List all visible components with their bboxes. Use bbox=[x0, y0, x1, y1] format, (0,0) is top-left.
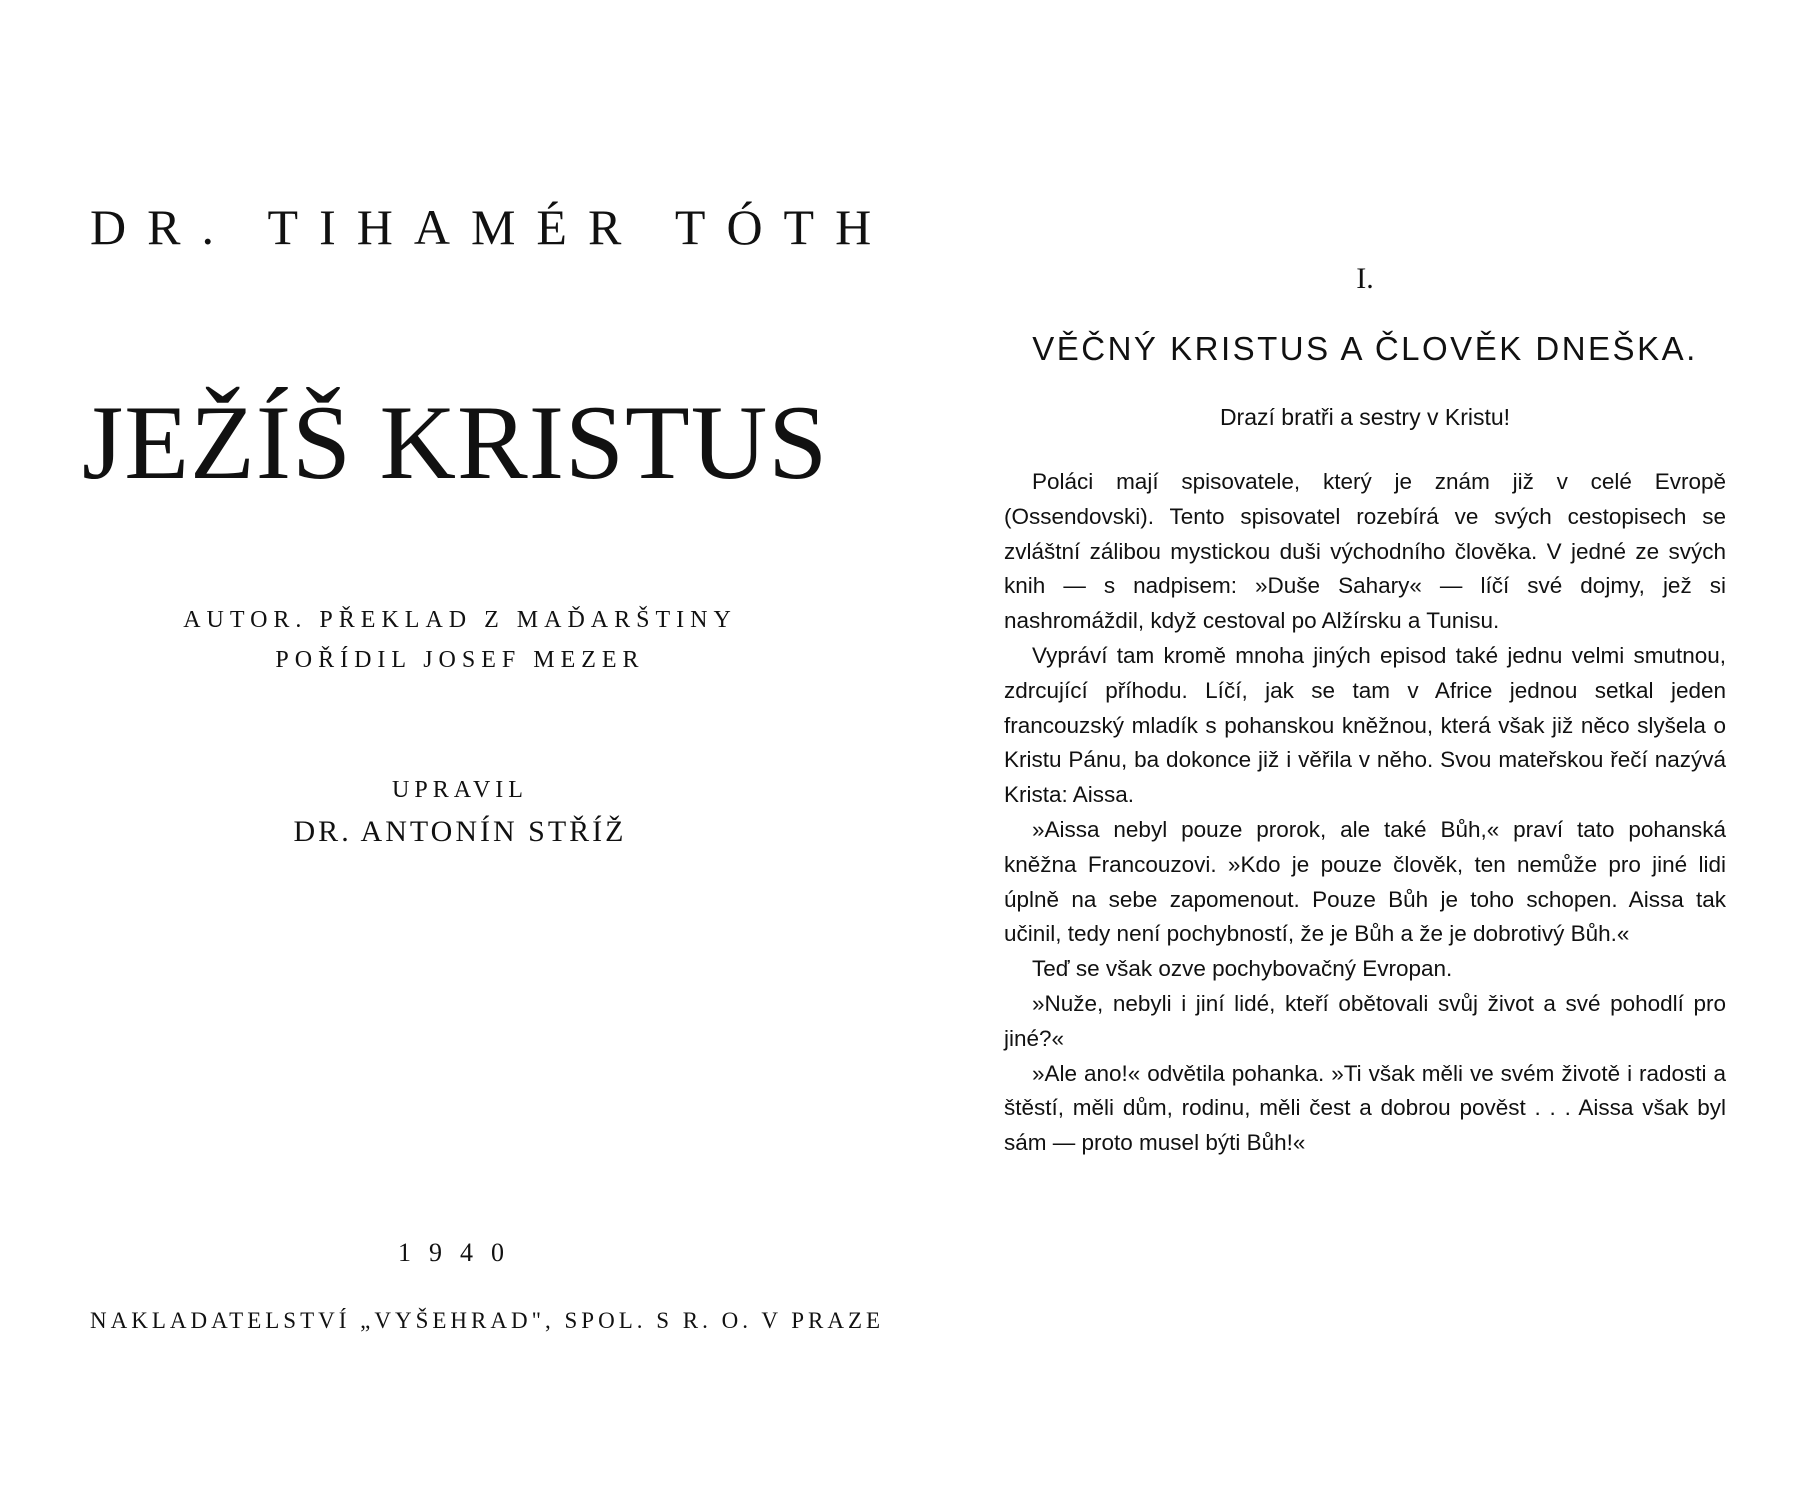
chapter-salutation: Drazí bratři a sestry v Kristu! bbox=[1219, 404, 1511, 430]
editor-name: DR. ANTONÍN STŘÍŽ bbox=[293, 815, 627, 848]
paragraph: »Ale ano!« odvětila pohanka. »Ti však měli ve svém životě i radosti a štěstí, měli dům, rodinu, měli čest a dobrou pověst . . . Aissa však byl sám — proto musel býti Bůh!« bbox=[1004, 1060, 1726, 1156]
paragraph: Teď se však ozve pochybovačný Evropan. bbox=[1032, 956, 1453, 982]
chapter-title: VĚČNÝ KRISTUS A ČLOVĚK DNEŠKA. bbox=[1032, 330, 1698, 367]
paragraph: »Aissa nebyl pouze prorok, ale také Bůh,« praví tato pohanská kněžna Francouzovi. »Kdo je pouze člověk, ten nemůže pro jiné lidi úplně na sebe zapomenout. Pouze Bůh je toho schopen. Aissa tak učinil, tedy není pochybností, že je Bůh a že je dobrotivý Bůh.« bbox=[1004, 816, 1726, 947]
paragraph: Vypráví tam kromě mnoha jiných episod také jednu velmi smutnou, zdrcující příhodu. Líčí, jak se tam v Africe jednou setkal jeden francouzský mladík s pohanskou kněžnou, která však již něco slyšela o Kristu Pánu, ba dokonce již i věřila v něho. Svou mateřskou řečí nazývá Krista: Aissa. bbox=[1004, 642, 1726, 808]
publisher-imprint: NAKLADATELSTVÍ „VYŠEHRAD", SPOL. S R. O. V PRAZE bbox=[90, 1308, 885, 1333]
paragraph: Poláci mají spisovatele, který je znám již v celé Evropě (Ossendovski). Tento spisovatel rozebírá ve svých cestopisech se zvláštní zálibou mystickou duši východního člověka. V jedné ze svých knih — s nadpisem: »Duše Sahary« — líčí své dojmy, jež si nashromáždil, když cestoval po Alžírsku a Tunisu. bbox=[1004, 469, 1726, 634]
translation-credit-line-1: AUTOR. PŘEKLAD Z MAĎARŠTINY bbox=[183, 607, 737, 633]
title-page bbox=[0, 0, 900, 1500]
edited-by-label: UPRAVIL bbox=[392, 777, 528, 803]
chapter-number: I. bbox=[1356, 262, 1374, 295]
paragraph: »Nuže, nebyli i jiní lidé, kteří obětovali svůj život a své pohodlí pro jiné?« bbox=[1004, 990, 1726, 1051]
chapter-body bbox=[1004, 465, 1726, 1161]
book-title: JEŽÍŠ KRISTUS bbox=[82, 384, 829, 501]
author-name: DR. TIHAMÉR TÓTH bbox=[90, 199, 893, 255]
translation-credit-line-2: POŘÍDIL JOSEF MEZER bbox=[275, 647, 645, 673]
publication-year: 1940 bbox=[398, 1238, 522, 1267]
chapter-page bbox=[980, 0, 1750, 1500]
